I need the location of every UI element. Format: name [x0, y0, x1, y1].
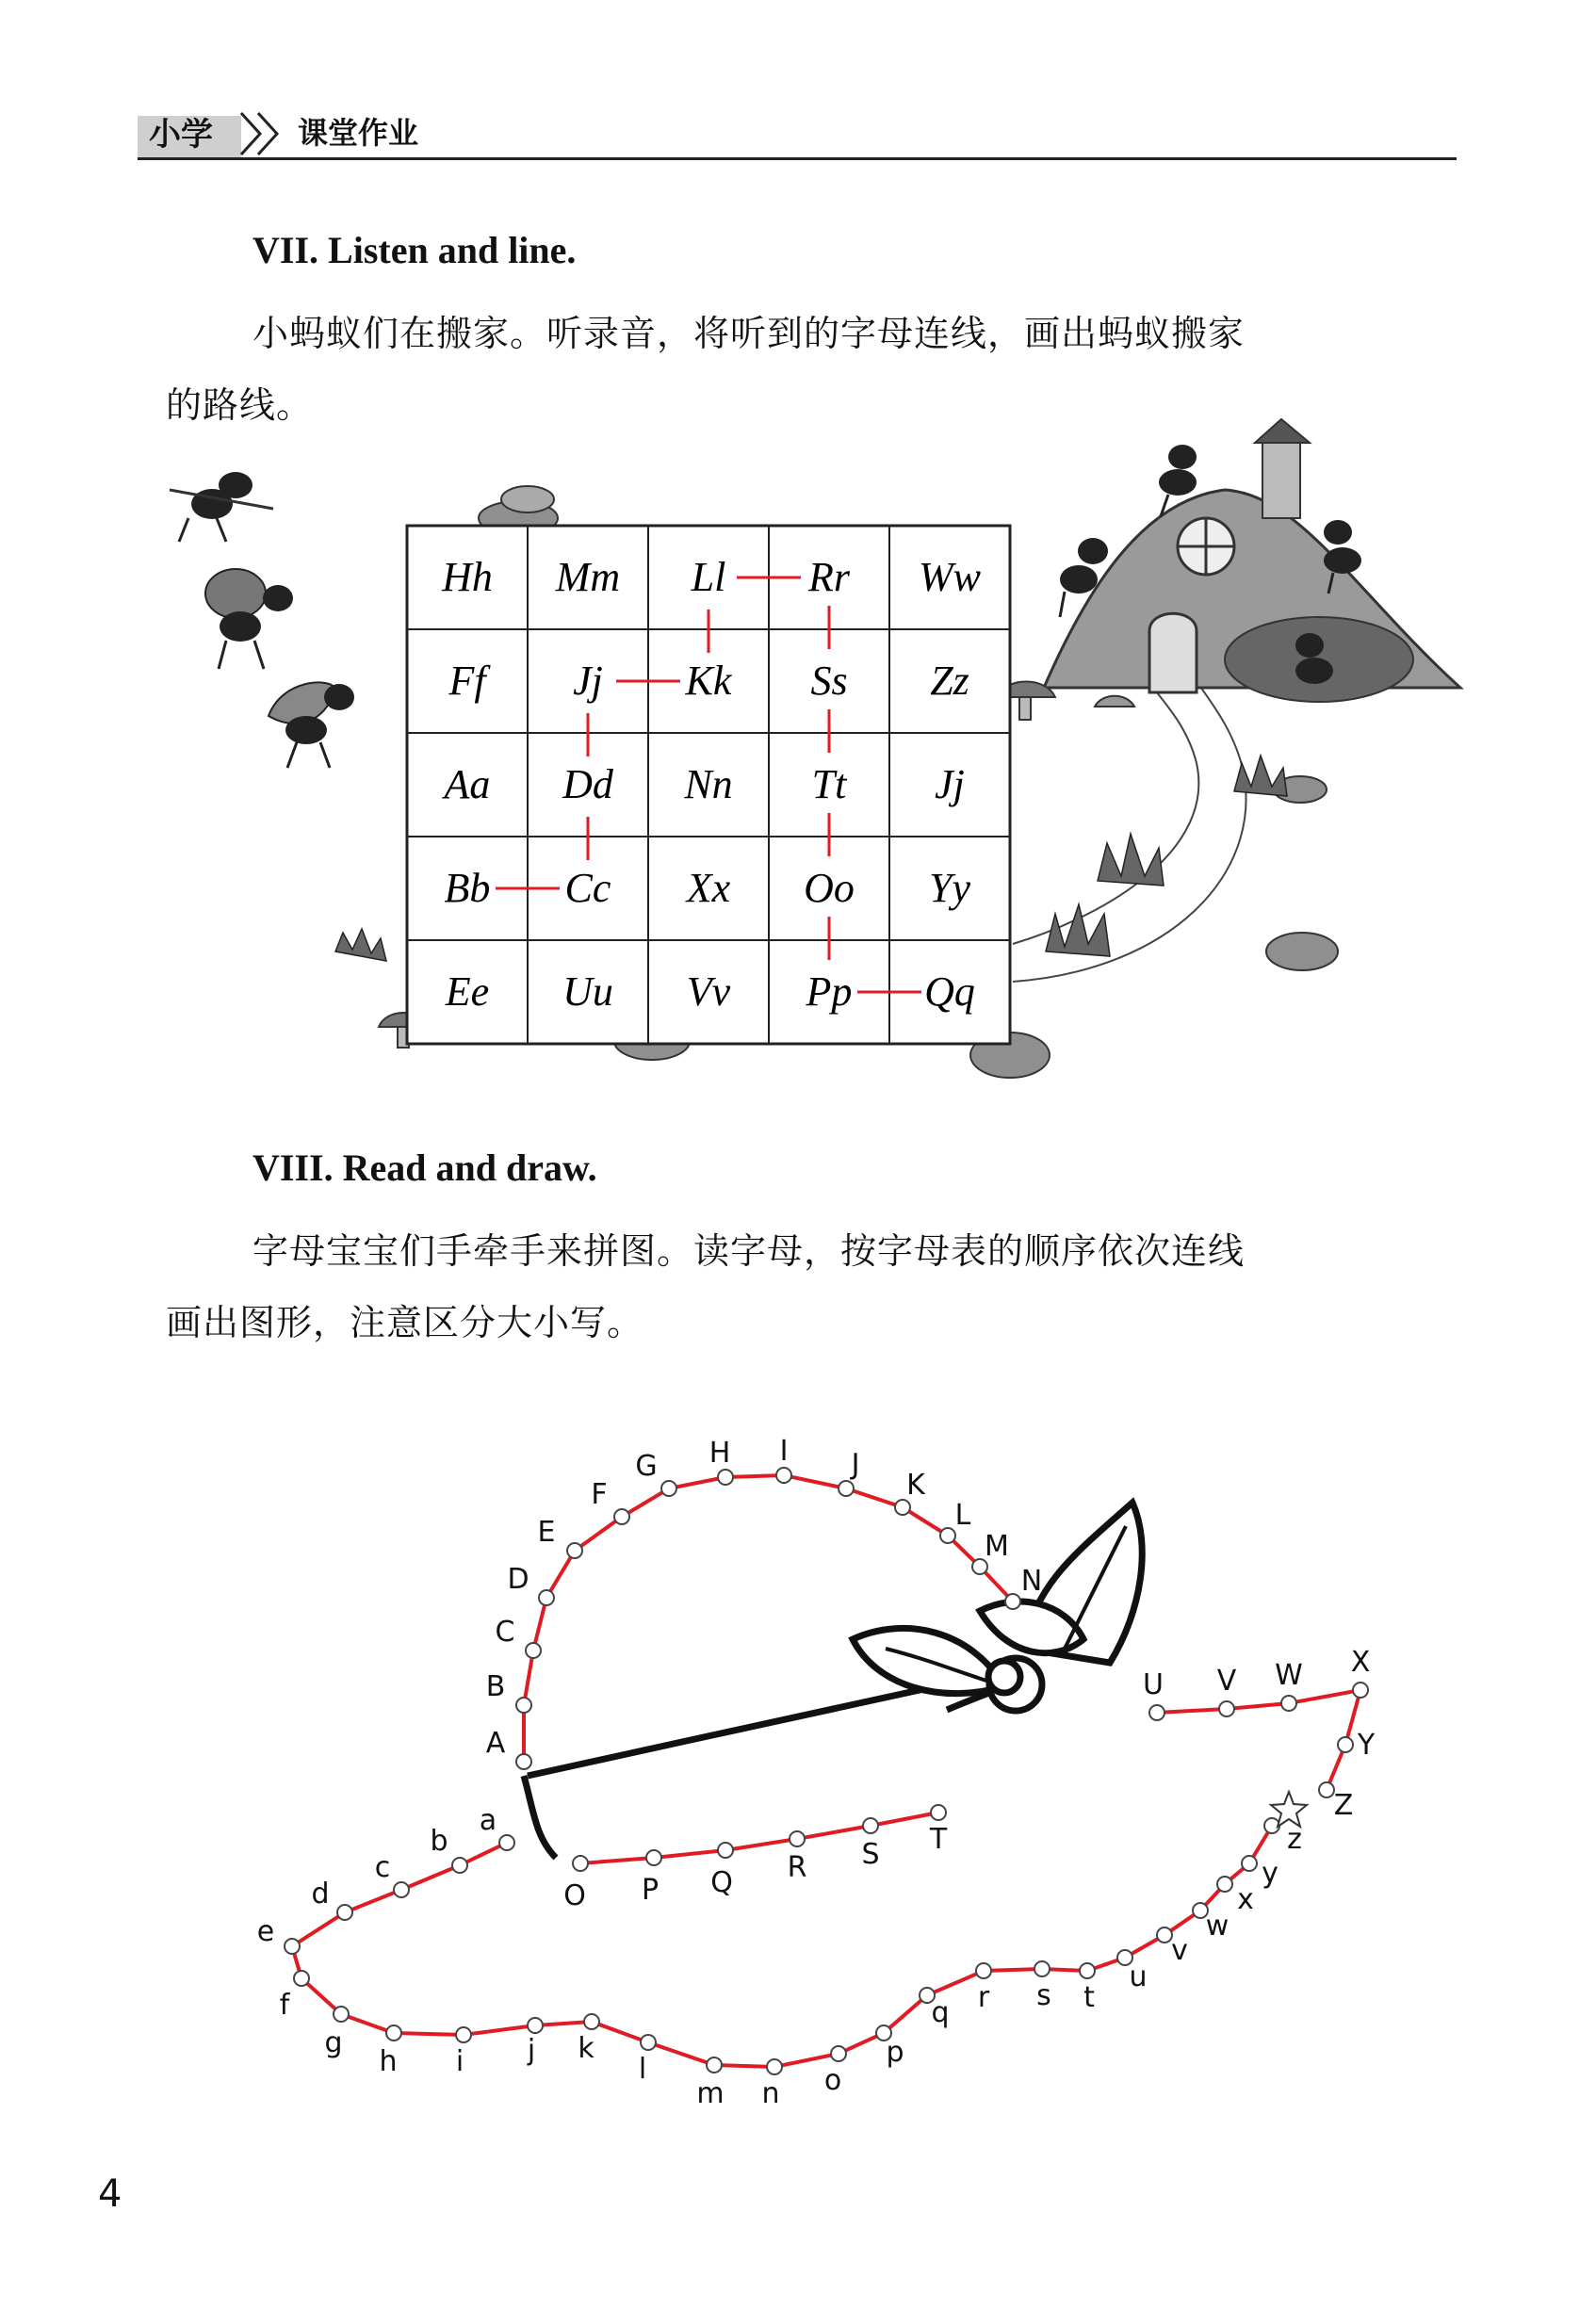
uppercase-label-x: X	[1350, 1646, 1371, 1679]
uppercase-label-v: V	[1216, 1665, 1237, 1698]
lowercase-label-i: i	[455, 2045, 464, 2078]
lowercase-label-z: z	[1287, 1823, 1302, 1856]
lowercase-label-p: p	[886, 2036, 904, 2069]
uppercase-dot-y[interactable]	[1338, 1737, 1353, 1752]
grid-letter[interactable]: Jj	[573, 658, 603, 704]
lowercase-label-t: t	[1083, 1981, 1095, 2014]
lowercase-label-l: l	[638, 2053, 647, 2086]
uppercase-dot-g[interactable]	[661, 1481, 676, 1496]
uppercase-dot-o[interactable]	[573, 1856, 588, 1871]
lowercase-dot-b[interactable]	[452, 1858, 467, 1873]
lowercase-label-u: u	[1129, 1960, 1148, 1993]
uppercase-dot-v[interactable]	[1219, 1701, 1234, 1716]
grid-letter[interactable]: Ss	[810, 658, 848, 704]
double-chevron-icon	[236, 109, 288, 156]
grid-letter[interactable]: Dd	[562, 761, 613, 807]
grid-letter[interactable]: Nn	[684, 761, 733, 807]
grid-letter[interactable]: Pp	[806, 968, 853, 1015]
section-7-title: VII. Listen and line.	[252, 229, 577, 271]
grid-letter[interactable]: Jj	[935, 761, 965, 807]
grid-letter[interactable]: Zz	[930, 658, 969, 704]
grid-letter[interactable]: Yy	[929, 865, 970, 911]
lowercase-dot-g[interactable]	[334, 2007, 349, 2022]
uppercase-dot-line	[1157, 1690, 1360, 1790]
grid-letter[interactable]: Ee	[445, 968, 490, 1015]
lowercase-label-o: o	[823, 2064, 842, 2097]
uppercase-label-d: D	[507, 1563, 529, 1596]
uppercase-label-y: Y	[1357, 1729, 1376, 1762]
grid-letter[interactable]: Cc	[564, 865, 611, 911]
uppercase-dot-s[interactable]	[863, 1818, 878, 1833]
header-grade: 小学	[149, 116, 213, 154]
uppercase-label-n: N	[1020, 1565, 1043, 1598]
uppercase-dot-c[interactable]	[526, 1643, 541, 1658]
lowercase-label-y: y	[1262, 1857, 1278, 1890]
section-7-instruction-2: 的路线。	[166, 384, 314, 426]
lowercase-dot-o[interactable]	[831, 2046, 846, 2061]
uppercase-dot-r[interactable]	[790, 1831, 805, 1846]
uppercase-label-e: E	[537, 1516, 556, 1549]
lowercase-label-s: s	[1036, 1979, 1051, 2012]
lowercase-dot-l[interactable]	[641, 2035, 656, 2050]
lowercase-label-r: r	[977, 1981, 990, 2014]
lowercase-dot-m[interactable]	[707, 2057, 722, 2073]
header-rule	[138, 157, 1457, 160]
uppercase-dot-j[interactable]	[839, 1481, 854, 1496]
uppercase-label-q: Q	[710, 1866, 733, 1899]
grid-letter[interactable]: Oo	[804, 865, 855, 911]
uppercase-label-m: M	[985, 1530, 1009, 1563]
section-8-instruction-1: 字母宝宝们手牵手来拼图。读字母，按字母表的顺序依次连线	[252, 1230, 1246, 1272]
uppercase-label-k: K	[906, 1469, 925, 1502]
lowercase-label-e: e	[256, 1915, 275, 1948]
grid-letter[interactable]: Rr	[808, 554, 850, 600]
lowercase-label-j: j	[527, 2034, 536, 2067]
uppercase-label-a: A	[485, 1727, 506, 1760]
uppercase-label-g: G	[635, 1450, 658, 1483]
lowercase-label-x: x	[1237, 1883, 1254, 1916]
lowercase-dot-a[interactable]	[499, 1835, 514, 1850]
section-8-title: VIII. Read and draw.	[252, 1146, 597, 1189]
lowercase-label-q: q	[931, 1996, 950, 2029]
uppercase-label-o: O	[563, 1879, 586, 1912]
uppercase-dot-i[interactable]	[776, 1468, 791, 1483]
letter-grid	[407, 526, 1010, 1044]
uppercase-label-c: C	[495, 1616, 515, 1649]
lowercase-dot-y[interactable]	[1242, 1856, 1257, 1871]
uppercase-dot-line	[524, 1475, 1013, 1762]
lowercase-label-d: d	[311, 1878, 330, 1911]
lowercase-label-b: b	[430, 1825, 448, 1858]
uppercase-label-s: S	[861, 1838, 880, 1871]
uppercase-label-w: W	[1275, 1659, 1303, 1692]
grid-letter[interactable]: Aa	[444, 761, 491, 807]
grid-letter[interactable]: Vv	[686, 968, 731, 1015]
lowercase-dot-x[interactable]	[1217, 1877, 1232, 1892]
uppercase-label-h: H	[708, 1437, 731, 1470]
grid-letter[interactable]: Uu	[562, 968, 613, 1015]
uppercase-dot-u[interactable]	[1149, 1705, 1164, 1720]
uppercase-dot-z[interactable]	[1319, 1782, 1334, 1797]
page-number: 4	[98, 2172, 122, 2216]
uppercase-dot-n[interactable]	[1005, 1594, 1020, 1609]
uppercase-label-l: L	[954, 1499, 971, 1532]
lowercase-dot-n[interactable]	[767, 2059, 782, 2074]
lowercase-label-a: a	[479, 1804, 497, 1837]
lowercase-label-g: g	[324, 2026, 343, 2059]
grid-letter[interactable]: Tt	[811, 761, 847, 807]
section-8-instruction-2: 画出图形，注意区分大小写。	[166, 1302, 644, 1343]
lowercase-dot-d[interactable]	[337, 1905, 352, 1920]
connect-the-dots-hat	[0, 1394, 1596, 2129]
grid-letter[interactable]: Ff	[448, 658, 486, 704]
lowercase-dot-f[interactable]	[294, 1971, 309, 1986]
uppercase-label-u: U	[1143, 1668, 1164, 1701]
lowercase-dot-h[interactable]	[386, 2025, 401, 2041]
uppercase-label-i: I	[779, 1435, 789, 1468]
lowercase-dot-i[interactable]	[456, 2027, 471, 2042]
uppercase-dot-k[interactable]	[895, 1500, 910, 1515]
uppercase-label-t: T	[929, 1823, 948, 1856]
uppercase-label-r: R	[787, 1851, 807, 1884]
lowercase-label-v: v	[1171, 1934, 1188, 1967]
uppercase-dot-d[interactable]	[539, 1590, 554, 1605]
lowercase-label-k: k	[578, 2032, 594, 2065]
uppercase-dot-f[interactable]	[614, 1509, 629, 1524]
grid-letter[interactable]: Ll	[691, 554, 726, 600]
grid-letter[interactable]: Xx	[686, 865, 731, 911]
lowercase-dot-s[interactable]	[1034, 1961, 1050, 1976]
uppercase-dot-x[interactable]	[1353, 1683, 1368, 1698]
section-7-instruction-1: 小蚂蚁们在搬家。听录音，将听到的字母连线，画出蚂蚁搬家	[252, 313, 1246, 354]
lowercase-label-c: c	[374, 1851, 391, 1884]
grid-letter[interactable]: Hh	[442, 554, 493, 600]
grid-letter[interactable]: Bb	[444, 865, 491, 911]
ant-moving-scene	[0, 405, 1596, 1093]
uppercase-dot-q[interactable]	[718, 1843, 733, 1858]
uppercase-label-p: P	[641, 1874, 660, 1907]
uppercase-dot-h[interactable]	[718, 1470, 733, 1485]
lowercase-label-n: n	[761, 2077, 780, 2110]
lowercase-dot-e[interactable]	[285, 1939, 300, 1954]
uppercase-dot-t[interactable]	[931, 1805, 946, 1820]
lowercase-dot-v[interactable]	[1157, 1927, 1172, 1943]
header-series: 课堂作业	[298, 115, 419, 151]
uppercase-label-j: J	[851, 1448, 860, 1481]
ant-house-illustration	[1044, 419, 1460, 702]
uppercase-dot-e[interactable]	[567, 1543, 582, 1558]
uppercase-label-f: F	[591, 1478, 608, 1511]
grid-letter[interactable]: Kk	[685, 658, 732, 704]
lowercase-dot-k[interactable]	[584, 2014, 599, 2029]
grid-letter[interactable]: Qq	[924, 968, 975, 1015]
ant-icon-1	[170, 472, 273, 542]
lowercase-dot-t[interactable]	[1080, 1963, 1095, 1978]
ant-icon-2	[205, 569, 293, 669]
uppercase-dot-line	[580, 1813, 938, 1863]
uppercase-label-b: B	[485, 1670, 506, 1703]
hat-outline	[524, 1677, 1027, 1858]
uppercase-dot-p[interactable]	[646, 1850, 661, 1865]
lowercase-dot-r[interactable]	[976, 1963, 991, 1978]
lowercase-label-f: f	[279, 1989, 290, 2022]
uppercase-dot-w[interactable]	[1281, 1696, 1296, 1711]
lowercase-label-w: w	[1205, 1910, 1230, 1943]
lowercase-label-m: m	[696, 2077, 725, 2110]
lowercase-dot-line	[292, 1826, 1272, 2067]
lowercase-dot-j[interactable]	[528, 2018, 543, 2033]
page-header	[138, 104, 1457, 160]
uppercase-dot-b[interactable]	[516, 1698, 531, 1713]
uppercase-dot-a[interactable]	[516, 1754, 531, 1769]
lowercase-label-h: h	[379, 2045, 398, 2078]
uppercase-label-z: Z	[1333, 1789, 1354, 1822]
ant-icon-3	[269, 682, 354, 768]
grid-letter[interactable]: Mm	[555, 554, 621, 600]
grid-letter[interactable]: Ww	[919, 554, 981, 600]
lowercase-dot-c[interactable]	[394, 1882, 409, 1897]
uppercase-dot-l[interactable]	[940, 1528, 955, 1543]
